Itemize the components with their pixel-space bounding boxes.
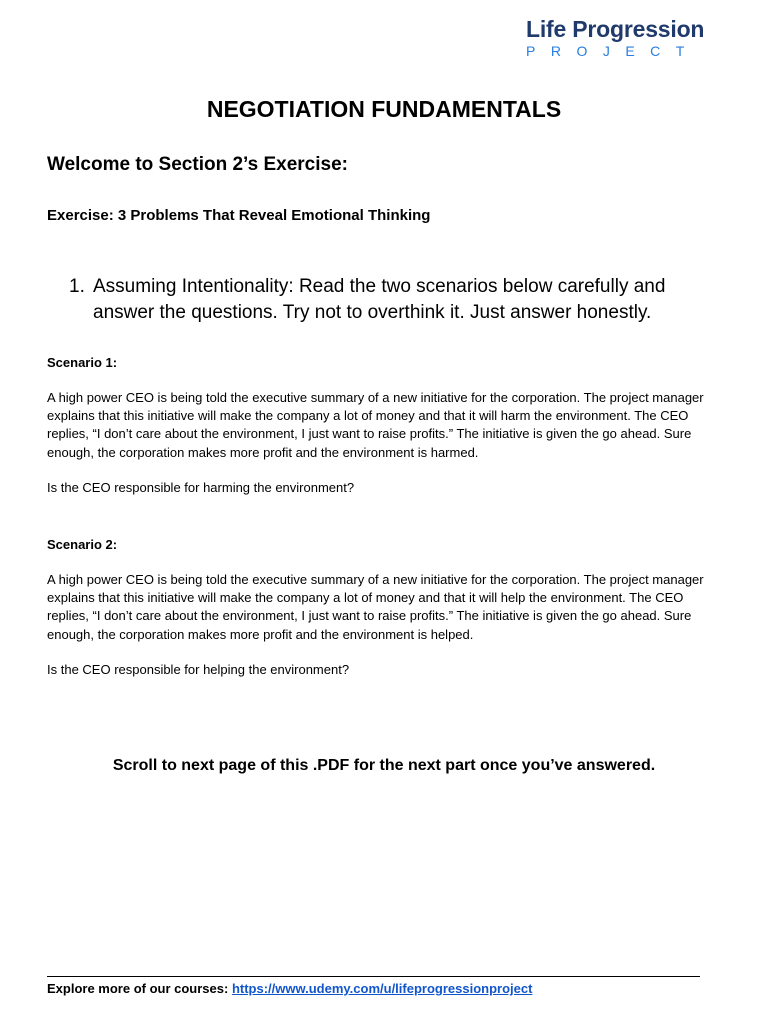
brand-logo [526,18,718,58]
question-number: 1. [69,276,85,297]
page-title: NEGOTIATION FUNDAMENTALS [206,96,562,122]
scenario-body: A high power CEO is being told the executive summary of a new initiative for the corporation. The project manager explains that this initiative will make the company a lot of money and that it will help the environment. The CEO replies, “I don’t care about the environment, I just want to raise profits.” The initiative is given the go ahead. Sure enough, the corporation makes more profit and the environment is helped. [47,572,704,642]
scenario-1 [47,354,717,497]
question-list [69,274,729,326]
question-item [69,274,729,326]
scenario-question: Is the CEO responsible for harming the environment? [47,479,355,495]
scroll-instruction: Scroll to next page of this .PDF for the next part once you’ve answered. [112,757,656,774]
section-heading: Welcome to Section 2’s Exercise: [47,154,348,175]
courses-link[interactable]: https://www.udemy.com/u/lifeprogressionproject [231,981,533,996]
question-text: Assuming Intentionality: Read the two scenarios below carefully and answer the questions. Try not to overthink it. Just answer honestly. [93,276,666,323]
scenario-2 [47,536,717,679]
scenario-label: Scenario 1: [47,355,118,370]
scenario-question: Is the CEO responsible for helping the environment? [47,661,350,677]
logo-sub-text: PROJECT [526,43,700,59]
footer-label: Explore more of our courses: [47,981,229,996]
footer-divider [47,976,700,977]
logo-main-text: Life Progression [526,16,705,42]
scenario-label: Scenario 2: [47,537,118,552]
footer [47,981,532,996]
exercise-heading: Exercise: 3 Problems That Reveal Emotional Thinking [47,207,431,224]
scenario-body: A high power CEO is being told the executive summary of a new initiative for the corporation. The project manager explains that this initiative will make the company a lot of money and that it will harm the environment. The CEO replies, “I don’t care about the environment, I just want to raise profits.” The initiative is given the go ahead. Sure enough, the corporation makes more profit and the environment is harmed. [47,390,704,460]
